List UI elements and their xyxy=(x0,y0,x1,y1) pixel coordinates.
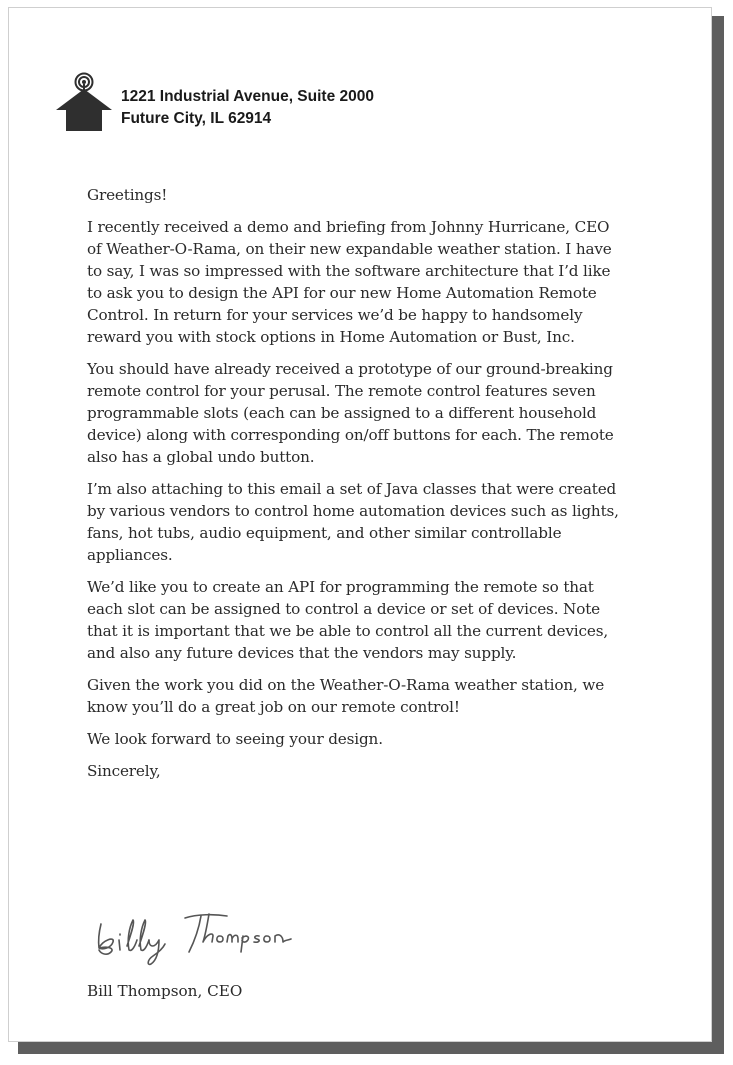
signer-name: Bill Thompson, CEO xyxy=(87,982,243,1000)
paragraph-weather-o-rama: Given the work you did on the Weather-O-Rama weather station, we know you’ll do a great job on our remote control! xyxy=(87,676,605,716)
letter-page xyxy=(8,7,712,1042)
paragraph-api-request: We’d like you to create an API for programming the remote so that each slot can be assigned to control a device or set of devices. Note that it is important that we be able to control all the current devices, and also any future devices that the vendors may supply. xyxy=(87,578,609,662)
house-antenna-icon xyxy=(51,70,117,134)
paragraph-demo-briefing: I recently received a demo and briefing from Johnny Hurricane, CEO of Weather-O-Rama, on their new expandable weather station. I have to say, I was so impressed with the software architecture that I’d like to ask you to design the API for our new Home Automation Remote Control. In return for your services we’d be happy to handsomely reward you with stock options in Home Automation or Bust, Inc. xyxy=(87,218,612,346)
paragraph-java-classes: I’m also attaching to this email a set of Java classes that were created by various vendors to control home automation devices such as lights, fans, hot tubs, audio equipment, and other similar controllable appliances. xyxy=(87,480,619,564)
address-line-2: Future City, IL 62914 xyxy=(121,110,272,127)
greeting: Greetings! xyxy=(87,186,168,204)
address-line-1: 1221 Industrial Avenue, Suite 2000 xyxy=(121,88,374,105)
paragraph-look-forward: We look forward to seeing your design. xyxy=(87,730,383,748)
letterhead-address xyxy=(121,86,374,130)
handwritten-signature xyxy=(89,906,299,966)
paragraph-prototype: You should have already received a prototype of our ground-breaking remote control for your perusal. The remote control features seven programmable slots (each can be assigned to a different household device) along with corresponding on/off buttons for each. The remote also has a global undo button. xyxy=(87,360,614,466)
letter-body xyxy=(87,184,622,792)
closing: Sincerely, xyxy=(87,762,161,780)
